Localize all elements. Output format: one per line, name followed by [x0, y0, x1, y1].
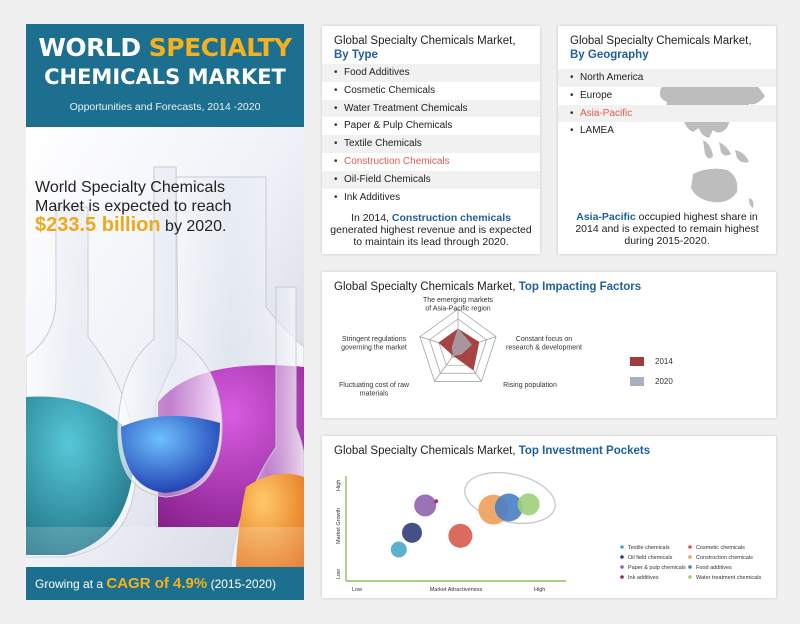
by-type-note-post: generated highest revenue and is expected to maintain its lead through 2020. [330, 224, 532, 248]
by-type-note [328, 212, 534, 248]
radar-axis-label: Constant focus on research & development [506, 336, 582, 352]
legend-label: Water treatment chemicals [696, 575, 762, 581]
radar-axis-label: The emerging markets of Asia-Pacific region [422, 297, 494, 313]
legend-dot [688, 555, 692, 559]
bullet-icon: • [570, 125, 574, 137]
legend-label-2020: 2020 [655, 377, 673, 386]
bubble-cosmetic-chemicals [448, 524, 472, 548]
radar-axis-label: Stringent regulations governing the market [341, 336, 407, 352]
type-list-item [322, 153, 540, 171]
poster-title-word1: WORLD [38, 33, 149, 62]
bubble-paper-pulp-chemicals [414, 494, 436, 516]
type-list-item [322, 64, 540, 82]
geo-item-label: North America [580, 72, 644, 83]
y-axis-label: Market Growth [336, 507, 342, 544]
bubble-textile-chemicals [391, 542, 407, 558]
footer-cagr: CAGR of 4.9% [106, 575, 208, 592]
investment-pockets-card [322, 436, 776, 598]
legend-swatch-2014 [630, 357, 644, 366]
geo-list-item [558, 105, 776, 123]
geo-list-item [558, 87, 776, 105]
radar-axis-label: Rising population [503, 382, 557, 389]
bubble-water-treatment-chemicals [518, 493, 540, 515]
by-geography-note [564, 211, 770, 247]
poster-title-word2: SPECIALTY [148, 33, 292, 62]
legend-dot [688, 565, 692, 569]
geo-list-item [558, 122, 776, 140]
by-type-title-accent: By Type [334, 49, 378, 61]
legend-dot [620, 555, 624, 559]
bullet-icon: • [334, 155, 338, 167]
y-tick-low: Low [336, 568, 342, 579]
bullet-icon: • [334, 102, 338, 114]
radar-axis-label: Fluctuating cost of raw materials [338, 382, 410, 398]
type-list-item [322, 135, 540, 153]
poster-headline [35, 178, 295, 236]
by-type-note-pre: In 2014, [351, 212, 392, 224]
legend-dot [620, 545, 624, 549]
bullet-icon: • [334, 84, 338, 96]
x-tick-high: High [534, 587, 546, 593]
type-item-label: Cosmetic Chemicals [344, 84, 436, 96]
type-item-label: Ink Additives [344, 191, 401, 203]
type-item-label: Construction Chemicals [344, 155, 450, 167]
type-item-label: Food Additives [344, 67, 410, 78]
by-geography-title-prefix: Global Specialty Chemicals Market, [570, 35, 752, 47]
investment-title-accent: Top Investment Pockets [518, 445, 651, 457]
legend-label: Cosmetic chemicals [696, 545, 745, 551]
by-geography-card [558, 26, 776, 254]
bullet-icon: • [334, 67, 338, 78]
poster-headline-line1: World Specialty Chemicals [35, 179, 225, 196]
by-geography-list [558, 69, 776, 140]
x-axis-label: Market Attractiveness [429, 587, 483, 593]
poster-header [26, 24, 304, 127]
y-tick-high: High [336, 479, 342, 491]
factors-title-accent: Top Impacting Factors [518, 281, 642, 293]
legend-dot [688, 545, 692, 549]
legend-label: Food additives [696, 565, 732, 571]
bullet-icon: • [334, 191, 338, 203]
bullet-icon: • [334, 120, 338, 132]
poster-footer [26, 567, 304, 600]
footer-period: (2015-2020) [207, 577, 276, 591]
geo-item-label: Asia-Pacific [580, 107, 633, 119]
bubble-oil-field-chemicals [402, 523, 422, 543]
type-item-label: Water Treatment Chemicals [344, 102, 468, 114]
type-list-item [322, 117, 540, 135]
legend-dot [620, 575, 624, 579]
type-list-item [322, 171, 540, 189]
by-geography-note-post: occupied highest share in 2014 and is expected to remain highest during 2015-2020. [575, 211, 759, 247]
radar-chart [322, 272, 776, 418]
bullet-icon: • [570, 89, 574, 101]
geo-list-item [558, 69, 776, 87]
footer-prefix: Growing at a [35, 577, 107, 591]
by-type-title [334, 34, 516, 62]
by-type-note-accent: Construction chemicals [391, 212, 511, 224]
factors-title-prefix: Global Specialty Chemicals Market, [334, 281, 516, 293]
infographic-poster [26, 24, 304, 600]
bubble-chart [322, 436, 776, 598]
type-item-label: Textile Chemicals [344, 138, 422, 150]
bubble-ink-additives [434, 499, 438, 503]
poster-market-value: $233.5 billion [35, 214, 161, 236]
impacting-factors-card [322, 272, 776, 418]
bullet-icon: • [334, 173, 338, 185]
type-list-item [322, 189, 540, 207]
geo-item-label: Europe [580, 89, 613, 101]
poster-headline-line2: Market is expected to reach [35, 198, 232, 215]
by-type-title-prefix: Global Specialty Chemicals Market, [334, 35, 516, 47]
legend-label: Construction chemicals [696, 555, 753, 561]
legend-swatch-2020 [630, 377, 644, 386]
bullet-icon: • [334, 138, 338, 150]
legend-dot [688, 575, 692, 579]
bullet-icon: • [570, 72, 574, 83]
type-list-item [322, 100, 540, 118]
type-item-label: Oil-Field Chemicals [344, 173, 431, 185]
by-type-card [322, 26, 540, 254]
investment-title-prefix: Global Specialty Chemicals Market, [334, 445, 516, 457]
type-item-label: Paper & Pulp Chemicals [344, 120, 453, 132]
legend-label: Textile chemicals [628, 545, 670, 551]
legend-label: Paper & pulp chemicals [628, 565, 686, 571]
legend-label: Oil field chemicals [628, 555, 673, 561]
by-type-list [322, 64, 540, 206]
poster-title-line1 [26, 34, 304, 62]
geo-item-label: LAMEA [580, 125, 614, 137]
type-list-item [322, 82, 540, 100]
by-geography-title [570, 34, 752, 62]
poster-subtitle: Opportunities and Forecasts, 2014 -2020 [69, 101, 261, 113]
bullet-icon: • [570, 107, 574, 119]
legend-label: Ink additives [628, 575, 659, 581]
legend-label-2014: 2014 [655, 357, 673, 366]
poster-title-line2: CHEMICALS MARKET [44, 65, 286, 89]
by-geography-title-accent: By Geography [570, 49, 649, 61]
x-tick-low: Low [352, 587, 363, 593]
legend-dot [620, 565, 624, 569]
by-geography-note-accent: Asia-Pacific [576, 211, 636, 223]
poster-headline-end: by 2020. [160, 218, 227, 235]
